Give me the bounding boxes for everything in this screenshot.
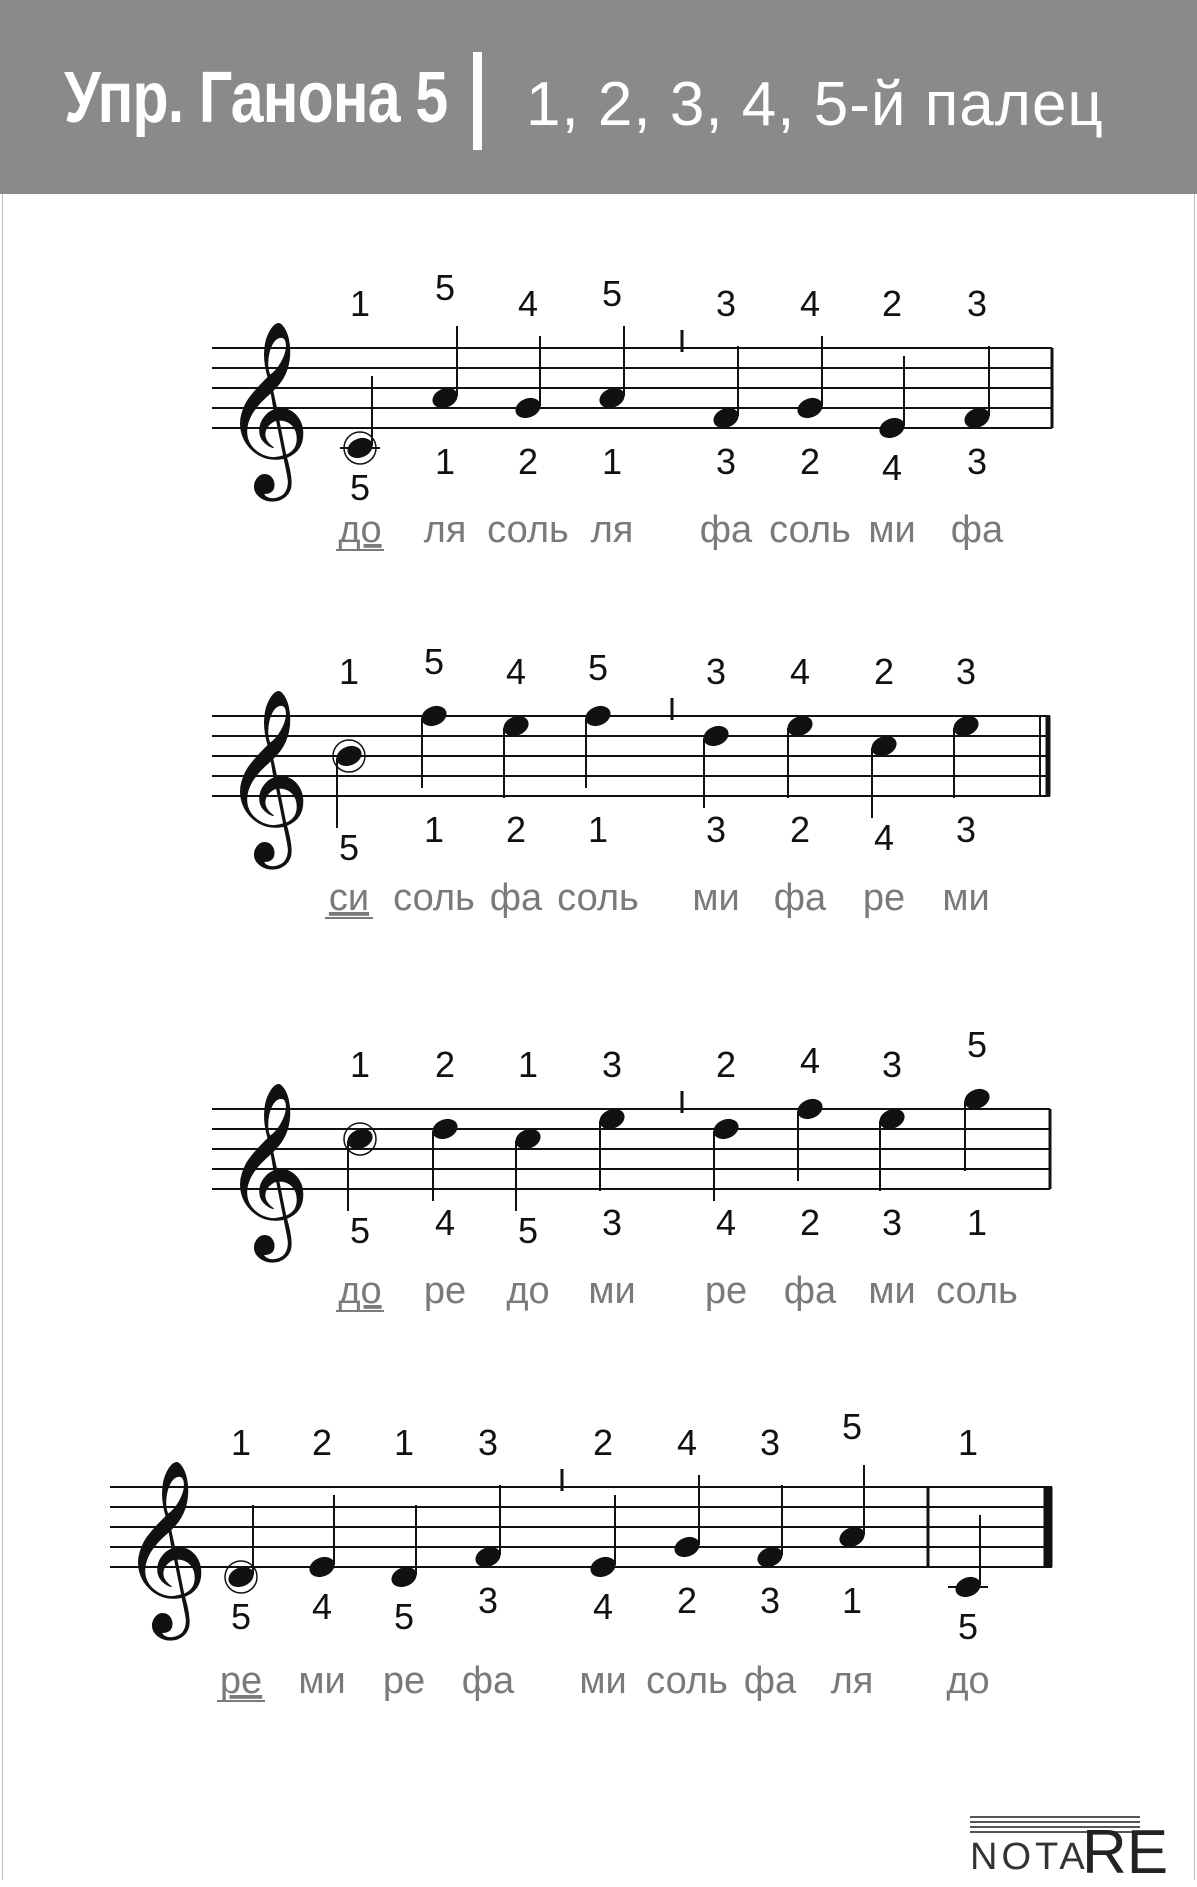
solfege-syllable: фа [489,877,543,919]
solfege-syllable: ля [830,1660,874,1702]
finger-number-bottom: 3 [705,809,727,850]
note [393,641,475,919]
solfege-syllable: фа [699,509,753,551]
solfege-syllable: фа [783,1270,837,1312]
note [942,651,989,919]
solfege-syllable: ре [704,1270,748,1312]
solfege-syllable: ми [692,877,740,919]
finger-number-bottom: 3 [881,1202,903,1243]
finger-number-top: 5 [841,1406,863,1447]
note-head [333,742,364,769]
finger-number-top: 3 [966,283,988,324]
finger-number-bottom: 5 [230,1596,252,1637]
note [336,283,384,551]
note [462,1422,515,1702]
finger-number-bottom: 1 [601,441,623,482]
treble-clef-icon: 𝄞 [222,690,311,858]
finger-number-top: 4 [799,1040,821,1081]
finger-number-top: 2 [311,1422,333,1463]
solfege-syllable: ре [382,1660,426,1702]
treble-clef-icon: 𝄞 [222,1083,311,1251]
note [831,1406,874,1702]
finger-number-bottom: 2 [799,1202,821,1243]
note [769,283,851,551]
finger-number-top: 3 [955,651,977,692]
staff-system-1 [212,267,1052,551]
finger-number-top: 5 [601,273,623,314]
note [383,1422,425,1702]
finger-number-bottom: 5 [393,1596,415,1637]
finger-number-top: 1 [230,1422,252,1463]
logo-text-nota: NOTA [970,1836,1089,1878]
note [863,651,905,919]
finger-number-bottom: 2 [676,1580,698,1621]
note-head [794,1095,825,1122]
finger-number-bottom: 1 [423,809,445,850]
note [591,273,634,551]
finger-number-bottom: 2 [799,441,821,482]
solfege-syllable: до [338,509,382,551]
finger-number-top: 2 [881,283,903,324]
solfege-syllable: до [946,1660,990,1702]
solfege-syllable: фа [773,877,827,919]
solfege-syllable: соль [557,877,639,919]
finger-number-top: 3 [705,651,727,692]
note [946,1422,989,1702]
finger-number-top: 1 [517,1044,539,1085]
solfege-syllable: фа [461,1660,515,1702]
note [646,1422,728,1702]
finger-number-bottom: 3 [759,1580,781,1621]
finger-number-bottom: 3 [715,441,737,482]
finger-number-bottom: 1 [841,1580,863,1621]
finger-number-top: 4 [505,651,527,692]
solfege-syllable: ре [219,1660,263,1702]
finger-number-bottom: 1 [587,809,609,850]
sheet-music [0,194,1197,1814]
note [217,1422,265,1702]
finger-number-bottom: 2 [789,809,811,850]
solfege-syllable: соль [769,509,851,551]
solfege-syllable: фа [743,1660,797,1702]
logo-text-re: RE [1082,1818,1169,1887]
note-head [587,1553,618,1580]
note-head [306,1553,337,1580]
finger-number-top: 1 [349,1044,371,1085]
finger-number-top: 5 [423,641,445,682]
finger-number-bottom: 3 [477,1580,499,1621]
note [490,651,543,919]
solfege-syllable: до [338,1270,382,1312]
exercise-title: Упр. Ганона 5 [64,58,448,138]
finger-number-top: 5 [966,1024,988,1065]
note [579,1422,626,1702]
finger-number-bottom: 5 [338,827,360,868]
finger-number-top: 2 [715,1044,737,1085]
note-head [582,702,613,729]
finger-number-bottom: 2 [517,441,539,482]
note-head [710,1115,741,1142]
note [336,1044,384,1312]
solfege-syllable: до [506,1270,550,1312]
finger-number-bottom: 4 [881,447,903,488]
note [868,1044,915,1312]
finger-number-bottom: 3 [601,1202,623,1243]
finger-number-bottom: 4 [592,1586,614,1627]
staff-system-3 [212,1024,1050,1312]
finger-number-bottom: 1 [434,441,456,482]
finger-number-top: 5 [434,267,456,308]
header-bar [0,0,1197,194]
finger-number-top: 2 [592,1422,614,1463]
finger-number-top: 4 [799,283,821,324]
solfege-syllable: соль [393,877,475,919]
note-head [429,1115,460,1142]
finger-number-bottom: 5 [517,1210,539,1251]
staff-system-4 [110,1406,1052,1702]
finger-number-top: 3 [881,1044,903,1085]
note-head [952,1573,983,1600]
finger-number-bottom: 5 [349,467,371,508]
finger-number-top: 2 [873,651,895,692]
finger-number-top: 4 [676,1422,698,1463]
finger-number-top: 4 [789,651,811,692]
finger-number-top: 3 [759,1422,781,1463]
finger-number-bottom: 3 [966,441,988,482]
finger-number-top: 3 [715,283,737,324]
finger-number-top: 3 [601,1044,623,1085]
finger-number-bottom: 4 [873,817,895,858]
finger-number-bottom: 5 [349,1210,371,1251]
solfege-syllable: си [328,877,370,919]
treble-clef-icon: 𝄞 [222,322,311,490]
solfege-syllable: соль [487,509,569,551]
notare-logo [970,1816,1185,1887]
note [705,1044,747,1312]
treble-clef-icon: 𝄞 [120,1461,209,1629]
solfege-syllable: ре [423,1270,467,1312]
note-head [876,414,907,441]
finger-number-bottom: 3 [955,809,977,850]
solfege-syllable: соль [646,1660,728,1702]
note-head [418,702,449,729]
note [692,651,739,919]
solfege-syllable: соль [936,1270,1018,1312]
note-head [512,394,543,421]
finger-number-bottom: 4 [434,1202,456,1243]
finger-number-bottom: 4 [715,1202,737,1243]
exercise-subtitle: 1, 2, 3, 4, 5-й палец [526,70,1104,139]
finger-number-top: 4 [517,283,539,324]
note [506,1044,549,1312]
finger-number-top: 1 [338,651,360,692]
solfege-syllable: ля [590,509,634,551]
note-head [671,1533,702,1560]
note [951,283,1004,551]
solfege-syllable: ми [942,877,990,919]
finger-number-bottom: 2 [505,809,527,850]
note-head [794,394,825,421]
note [557,647,639,919]
finger-number-top: 1 [393,1422,415,1463]
staff-system-2 [212,641,1050,919]
finger-number-top: 1 [349,283,371,324]
finger-number-top: 2 [434,1044,456,1085]
note [774,651,827,919]
solfege-syllable: ми [868,1270,916,1312]
note [868,283,915,551]
note-head [700,722,731,749]
note [424,1044,466,1312]
finger-number-top: 1 [957,1422,979,1463]
note [784,1040,837,1312]
title-separator [473,52,482,150]
solfege-syllable: ре [862,877,906,919]
note-head [344,434,375,461]
finger-number-bottom: 1 [966,1202,988,1243]
finger-number-bottom: 5 [957,1606,979,1647]
solfege-syllable: фа [950,509,1004,551]
note [744,1422,797,1702]
note [588,1044,635,1312]
note [325,651,373,919]
solfege-syllable: ми [588,1270,636,1312]
solfege-syllable: ми [579,1660,627,1702]
finger-number-bottom: 4 [311,1586,333,1627]
solfege-syllable: ми [298,1660,346,1702]
note [487,283,569,551]
finger-number-top: 5 [587,647,609,688]
note [700,283,753,551]
solfege-syllable: ми [868,509,916,551]
solfege-syllable: ля [423,509,467,551]
note [298,1422,345,1702]
finger-number-top: 3 [477,1422,499,1463]
